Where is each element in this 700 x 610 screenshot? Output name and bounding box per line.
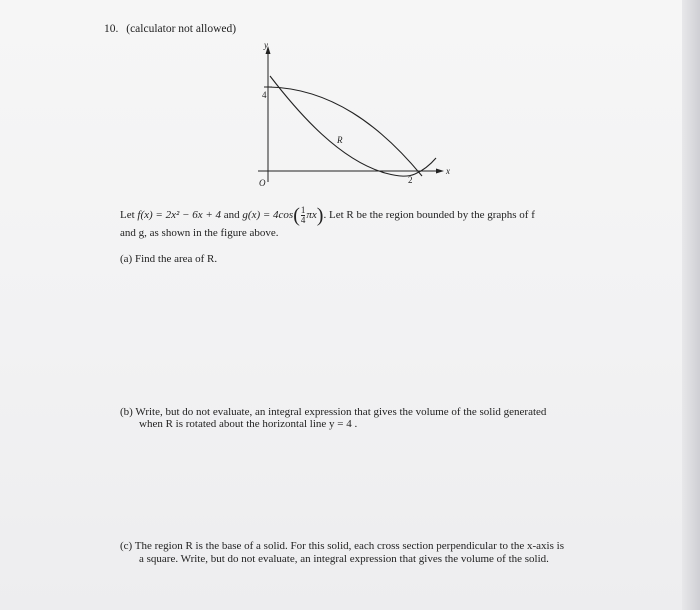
y-axis-label: y: [264, 40, 268, 50]
question-number: 10.: [104, 23, 119, 35]
intro-rest: . Let R be the region bounded by the graphs of f: [323, 209, 535, 222]
right-paren: ): [316, 204, 324, 227]
fraction-denominator: 4: [300, 215, 306, 225]
problem-statement-line2: and g, as shown in the figure above.: [120, 227, 279, 239]
intro-let: Let: [120, 209, 135, 222]
part-b-line1: (b) Write, but do not evaluate, an integral expression that gives the volume of the solid generated: [120, 406, 547, 418]
f-curve: [270, 76, 436, 176]
part-c-line1: (c) The region R is the base of a solid. For this solid, each cross section perpendicular to the x-axis is: [120, 540, 564, 552]
region-graph: [240, 40, 470, 195]
left-paren: (: [293, 204, 300, 227]
f-definition: f(x) = 2x² − 6x + 4: [137, 209, 222, 222]
g-definition-suffix: πx: [306, 209, 317, 222]
question-header: [104, 22, 236, 36]
x-axis-arrow-icon: [436, 169, 444, 174]
question-note: (calculator not allowed): [126, 23, 237, 35]
y-intercept-label: 4: [262, 90, 267, 100]
part-b-line2: when R is rotated about the horizontal line y = 4 .: [139, 418, 358, 430]
intro-and: and: [223, 209, 240, 222]
part-a: (a) Find the area of R.: [120, 253, 218, 265]
quarter-fraction: [301, 206, 306, 225]
part-c-line2: a square. Write, but do not evaluate, an integral expression that gives the volume of the solid.: [139, 553, 549, 565]
problem-statement: [120, 206, 535, 225]
g-definition-prefix: g(x) = 4cos: [242, 209, 294, 222]
region-label: R: [337, 135, 343, 145]
x-axis-label: x: [446, 166, 450, 176]
fraction-numerator: 1: [300, 205, 306, 215]
x-intercept-label: 2: [408, 175, 413, 185]
g-curve: [268, 87, 422, 176]
origin-label: O: [259, 178, 266, 188]
page-edge: [682, 0, 700, 610]
